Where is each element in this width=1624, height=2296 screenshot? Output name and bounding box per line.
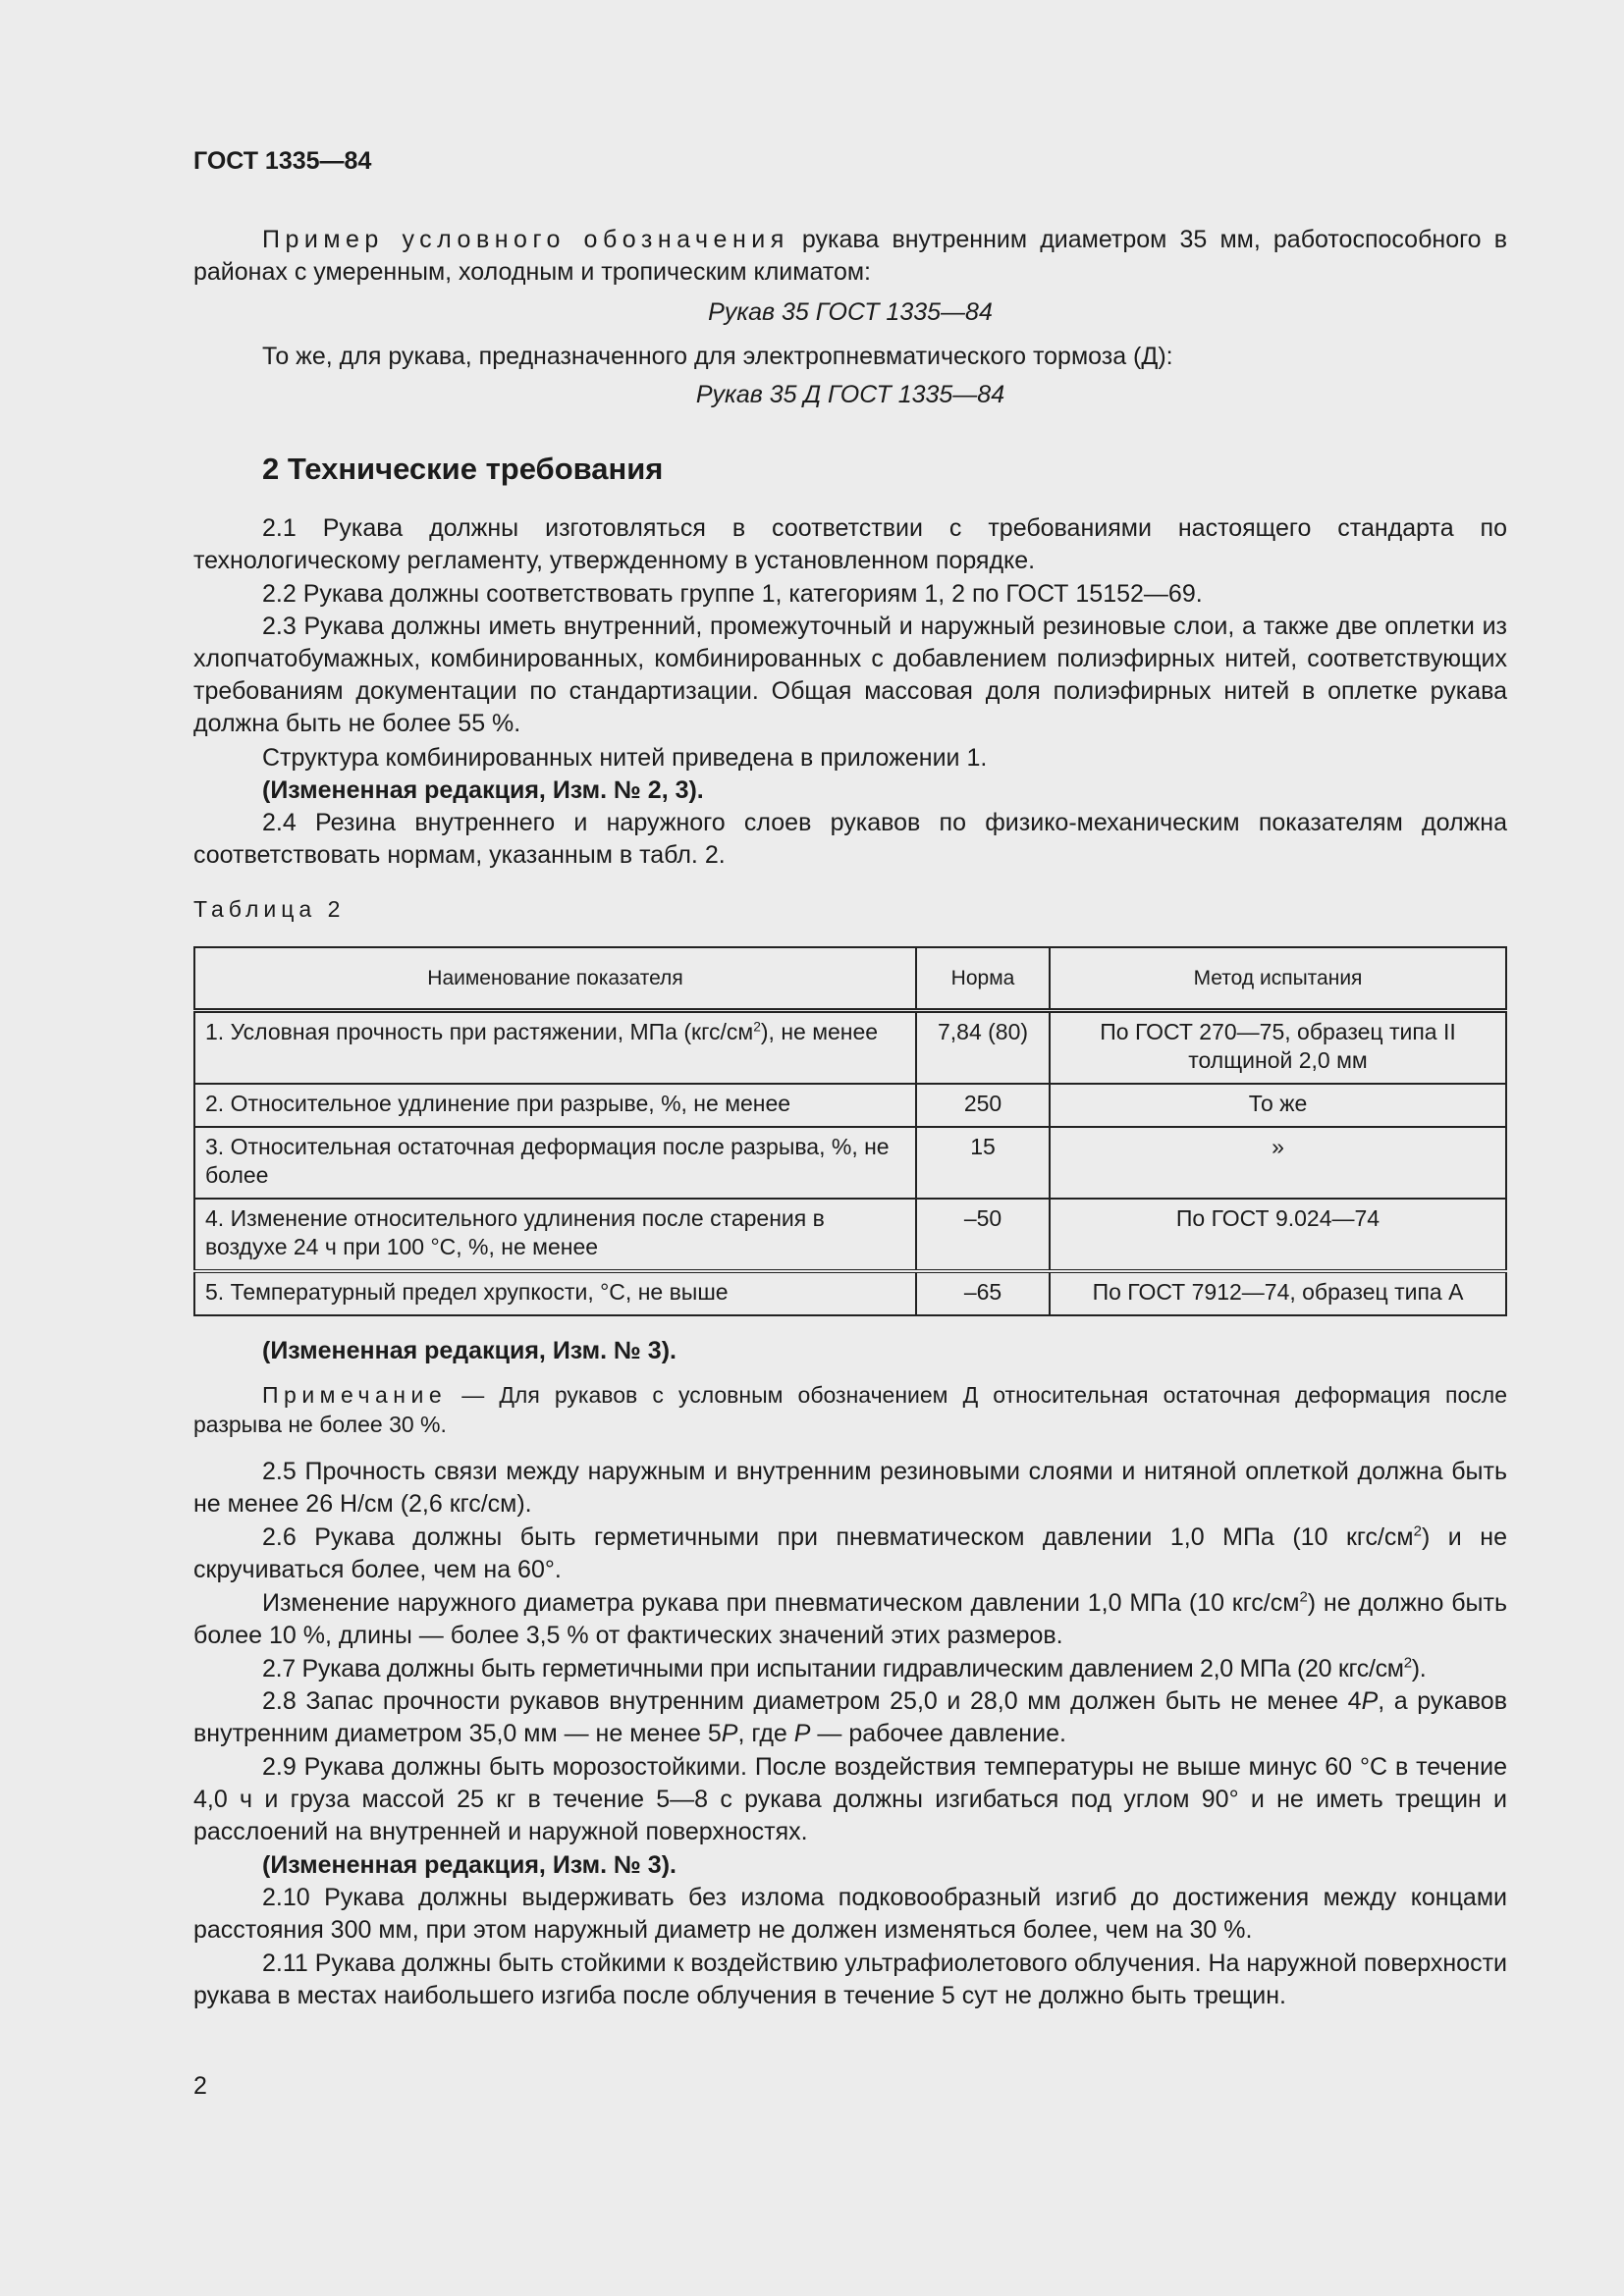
para-2-5: 2.5 Прочность связи между наружным и внутренним резиновыми слоями и нитяной оплеткой должна быть не менее 26 Н/см (2,6 кгс/см). (193, 1458, 1507, 1518)
row-method: По ГОСТ 9.024—74 (1050, 1199, 1506, 1271)
para-2-7: 2.7 Рукава должны быть герметичными при испытании гидравлическим давлением 2,0 МПа (20 кгс/$см^2$). (262, 1654, 1427, 1682)
document-page (193, 0, 1507, 2296)
diameter-paragraph: Изменение наружного диаметра рукава при пневматическом давлении 1,0 МПа (10 кгс/$см^2$) не должно быть более 10 %, длины — более 3,5 % от фактических значений этих размеров. (193, 1588, 1507, 1649)
row-norm: –50 (916, 1199, 1050, 1271)
designation-2: Рукав 35 Д ГОСТ 1335—84 (695, 381, 1005, 408)
table-row (194, 1011, 1506, 1085)
note-label: Примечание (262, 1382, 448, 1408)
row-norm: –65 (916, 1271, 1050, 1315)
row-name: 1. Условная прочность при растяжении, МПа $(кгс/см^2)$, не менее (194, 1011, 916, 1085)
page-number: 2 (193, 2072, 207, 2100)
row-norm: 7,84 (80) (916, 1011, 1050, 1085)
para-2-9: 2.9 Рукава должны быть морозостойкими. После воздействия температуры не выше минус 60 °С в течение 4,0 ч и груза массой 25 кг в течение 5—8 с рукава должны изгибаться под углом 90° и не иметь трещин и расслоений на внутренней и наружной поверхностях. (193, 1753, 1507, 1845)
designation-1: Рукав 35 ГОСТ 1335—84 (708, 298, 993, 326)
document-header: ГОСТ 1335—84 (193, 147, 372, 175)
para-2-3: 2.3 Рукава должны иметь внутренний, промежуточный и наружный резиновые слои, а также две оплетки из хлопчатобумажных, комбинированных, комбинированных с добавлением полиэфирных нитей, соответствующих требованиям документации по стандартизации. Общая массовая доля полиэфирных нитей в оплетке рукава должна быть не более 55 %. (193, 613, 1507, 737)
table-header-row (194, 947, 1506, 1011)
example-text: рукава внутренним диаметром 35 мм, работоспособного в районах с умеренным, холодным и тропическим климатом: (193, 226, 1507, 286)
row-method: По ГОСТ 7912—74, образец типа А (1050, 1271, 1506, 1315)
structure-paragraph: Структура комбинированных нитей приведена в приложении 1. (262, 744, 988, 772)
para-2-4: 2.4 Резина внутреннего и наружного слоев рукавов по физико-механическим показателям должна соответствовать нормам, указанным в табл. 2. (193, 809, 1507, 869)
header-method: Метод испытания (1050, 947, 1506, 1011)
section-title: 2 Технические требования (262, 452, 664, 486)
header-name: Наименование показателя (194, 947, 916, 1011)
para-2-11: 2.11 Рукава должны быть стойкими к воздействию ультрафиолетового облучения. На наружной поверхности рукава в местах наибольшего изгиба после облучения в течение 5 сут не должно быть трещин. (193, 1949, 1507, 2009)
para-2-8: 2.8 Запас прочности рукавов внутренним диаметром 25,0 и 28,0 мм должен быть не менее 4P, а рукавов внутренним диаметром 35,0 мм — не менее 5P, где P — рабочее давление. (193, 1687, 1507, 1747)
table-caption: Таблица 2 (193, 896, 346, 922)
example-paragraph (193, 224, 1507, 289)
table-row (194, 1127, 1506, 1199)
amendment-note-1: (Измененная редакция, Изм. № 2, 3). (262, 776, 704, 804)
row-norm: 250 (916, 1084, 1050, 1127)
example-label: Пример условного обозначения (262, 226, 789, 253)
table-row (194, 1084, 1506, 1127)
row-method: » (1050, 1127, 1506, 1199)
para-2-10: 2.10 Рукава должны выдерживать без излома подковообразный изгиб до достижения между концами расстояния 300 мм, при этом наружный диаметр не должен изменяться более, чем на 30 %. (193, 1884, 1507, 1944)
amendment-note-3: (Измененная редакция, Изм. № 3). (262, 1851, 677, 1879)
row-method: То же (1050, 1084, 1506, 1127)
properties-table (193, 946, 1507, 1316)
amendment-note-2: (Измененная редакция, Изм. № 3). (262, 1337, 677, 1364)
row-name: 5. Температурный предел хрупкости, °С, не выше (194, 1271, 916, 1315)
row-name: 4. Изменение относительного удлинения после старения в воздухе 24 ч при 100 °С, %, не менее (194, 1199, 916, 1271)
table-row (194, 1199, 1506, 1271)
row-norm: 15 (916, 1127, 1050, 1199)
same-paragraph: То же, для рукава, предназначенного для электропневматического тормоза (Д): (262, 343, 1173, 370)
note-paragraph (193, 1380, 1507, 1439)
header-norm: Норма (916, 947, 1050, 1011)
para-2-6: 2.6 Рукава должны быть герметичными при пневматическом давлении 1,0 МПа (10 кгс/$см^2$) и не скручиваться более, чем на 60°. (193, 1522, 1507, 1583)
para-2-2: 2.2 Рукава должны соответствовать группе 1, категориям 1, 2 по ГОСТ 15152—69. (262, 580, 1203, 608)
para-2-1: 2.1 Рукава должны изготовляться в соответствии с требованиями настоящего стандарта по технологическому регламенту, утвержденному в установленном порядке. (193, 514, 1507, 574)
row-name: 3. Относительная остаточная деформация после разрыва, %, не более (194, 1127, 916, 1199)
row-name: 2. Относительное удлинение при разрыве, %, не менее (194, 1084, 916, 1127)
row-method: По ГОСТ 270—75, образец типа II толщиной 2,0 мм (1050, 1011, 1506, 1085)
table-row (194, 1271, 1506, 1315)
note-text: — Для рукавов с условным обозначением Д относительная остаточная деформация после разрыва не более 30 %. (193, 1382, 1507, 1437)
